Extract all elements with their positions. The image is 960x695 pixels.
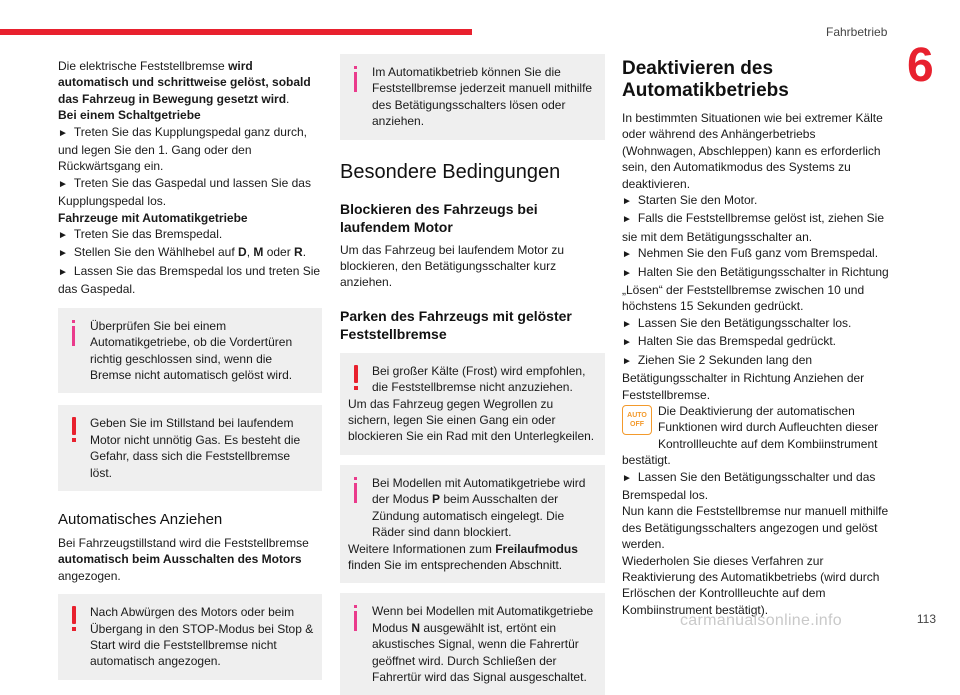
deactivate-step: ► Halten Sie das Bremspedal gedrückt. xyxy=(622,334,837,349)
info-box: Wenn bei Modellen mit Automatikgetriebe Modus N ausgewählt ist, ertönt ein akustisches Signal, wenn die Fahrertür geöffnet wird. Durch Schließen der Fahrertür wird das Signal ausgeschaltet. xyxy=(340,593,605,695)
heading-parking: Parken des Fahrzeugs mit gelöster Feststellbremse xyxy=(340,307,572,342)
auto-step: ► Stellen Sie den Wählhebel auf D, M oder R. xyxy=(58,245,307,260)
arrow-icon: ► xyxy=(58,248,68,260)
reactivate-paragraph: Wiederholen Sie dieses Verfahren zur Reaktivierung des Automatikbetriebs (wird durch Erlöschen der Kontrollleuchte auf dem Kombiinstrument bestätigt). xyxy=(622,553,880,617)
arrow-icon: ► xyxy=(622,472,632,484)
auto-heading: Fahrzeuge mit Automatikgetriebe xyxy=(58,210,248,225)
arrow-icon: ► xyxy=(622,355,632,367)
arrow-icon: ► xyxy=(622,249,632,261)
column-2 xyxy=(340,58,605,695)
arrow-icon: ► xyxy=(622,337,632,349)
info-icon xyxy=(352,477,360,505)
arrow-icon: ► xyxy=(622,267,632,279)
intro-paragraph: Die elektrische Feststellbremse wird automatisch und schrittweise gelöst, sobald das Fahrzeug in Bewegung gesetzt wird. xyxy=(58,59,311,106)
warning-box: Nach Abwürgen des Motors oder beim Übergang in den STOP-Modus bei Stop & Start wird die Feststellbremse nicht automatisch angezogen. xyxy=(58,594,322,680)
arrow-icon: ► xyxy=(58,178,68,190)
deactivate-step: ► Ziehen Sie 2 Sekunden lang den Betätigungsschalter in Richtung Anziehen der Feststellbremse. xyxy=(622,352,865,402)
warning-box: Geben Sie im Stillstand bei laufendem Motor nicht unnötig Gas. Es besteht die Gefahr, dass sich die Feststellbremse löst. xyxy=(58,405,322,491)
heading-automatic-apply: Automatisches Anziehen xyxy=(58,510,223,528)
warning-icon xyxy=(70,417,78,445)
arrow-icon: ► xyxy=(622,196,632,208)
manual-heading: Bei einem Schaltgetriebe xyxy=(58,108,201,123)
auto-step: ► Treten Sie das Bremspedal. xyxy=(58,227,223,242)
arrow-icon: ► xyxy=(58,127,68,139)
apply-paragraph: Bei Fahrzeugstillstand wird die Feststellbremse automatisch beim Ausschalten des Motors angezogen. xyxy=(58,535,309,583)
deactivate-step: ► Falls die Feststellbremse gelöst ist, ziehen Sie sie mit dem Betätigungsschalter an. xyxy=(622,211,885,244)
indicator-paragraph: AUTO OFF Die Deaktivierung der automatischen Funktionen wird durch Aufleuchten dieser Kontrollleuchte auf dem Kombiinstrument bestätigt. xyxy=(622,403,879,468)
arrow-icon: ► xyxy=(58,266,68,278)
info-icon xyxy=(352,605,360,633)
info-icon xyxy=(352,66,360,94)
info-icon xyxy=(70,320,78,348)
arrow-icon: ► xyxy=(58,230,68,242)
column-3 xyxy=(622,58,892,618)
header-accent-bar xyxy=(0,29,472,35)
deactivate-step: ► Lassen Sie den Betätigungsschalter und das Bremspedal los. xyxy=(622,469,876,502)
auto-step: ► Lassen Sie das Bremspedal los und treten Sie das Gaspedal. xyxy=(58,263,321,297)
warning-icon xyxy=(352,365,360,393)
free-wheel-link[interactable]: Freilaufmodus xyxy=(495,541,578,556)
manual-only-paragraph: Nun kann die Feststellbremse nur manuell mithilfe des Betätigungsschalters angezogen und gelöst werden. xyxy=(622,504,889,552)
heading-special-conditions: Besondere Bedingungen xyxy=(340,160,561,183)
auto-off-warning-light-icon: AUTO OFF xyxy=(622,405,652,435)
page-number: 113 xyxy=(916,612,936,626)
deactivate-step: ► Nehmen Sie den Fuß ganz vom Bremspedal. xyxy=(622,246,879,261)
manual-step: ► Treten Sie das Kupplungspedal ganz durch, und legen Sie den 1. Gang oder den Rückwärtsgang ein. xyxy=(58,124,307,174)
manual-step: ► Treten Sie das Gaspedal und lassen Sie das Kupplungspedal los. xyxy=(58,175,311,209)
warning-icon xyxy=(70,606,78,634)
heading-blocking: Blockieren des Fahrzeugs bei laufendem Motor xyxy=(340,200,538,235)
arrow-icon: ► xyxy=(622,318,632,330)
column-1 xyxy=(58,58,322,680)
heading-deactivate: Deaktivieren des Automatikbetriebs xyxy=(622,58,789,101)
chapter-number: 6 xyxy=(907,39,934,92)
info-box: Im Automatikbetrieb können Sie die Feststellbremse jederzeit manuell mithilfe des Betätigungsschalters lösen oder anziehen. xyxy=(340,54,605,140)
deactivate-step: ► Halten Sie den Betätigungsschalter in Richtung „Lösen“ der Feststellbremse zwischen 10 und höchstens 15 Sekunden gedrückt. xyxy=(622,264,889,314)
deactivate-intro: In bestimmten Situationen wie bei extremer Kälte oder während des Anhängerbetriebs (Wohnwagen, Abschleppen) kann es erforderlich sein, den Automatikmodus des Systems zu deaktivieren. xyxy=(622,111,883,191)
arrow-icon: ► xyxy=(622,214,632,226)
deactivate-step: ► Starten Sie den Motor. xyxy=(622,193,758,208)
blocking-paragraph: Um das Fahrzeug bei laufendem Motor zu blockieren, den Betätigungsschalter kurz anziehen. xyxy=(340,242,565,290)
deactivate-step: ► Lassen Sie den Betätigungsschalter los. xyxy=(622,315,852,330)
warning-box: Bei großer Kälte (Frost) wird empfohlen, die Feststellbremse nicht anzuziehen. Um das Fahrzeug gegen Wegrollen zu sichern, legen Sie einen Gang ein oder blockieren Sie ein Rad mit den Unterlegkeilen. xyxy=(340,353,605,455)
section-title: Fahrbetrieb xyxy=(826,25,888,39)
info-box: Bei Modellen mit Automatikgetriebe wird der Modus P beim Ausschalten der Zündung automatisch eingelegt. Die Räder sind dann blockiert. Weitere Informationen zum Freilaufmodus finden Sie im entsprechenden Abschnitt. xyxy=(340,465,605,583)
info-box: Überprüfen Sie bei einem Automatikgetriebe, ob die Vordertüren richtig geschlossen sind, wenn die Bremse nicht automatisch gelöst wird. xyxy=(58,308,322,394)
watermark: carmanualsonline.info xyxy=(680,612,842,629)
